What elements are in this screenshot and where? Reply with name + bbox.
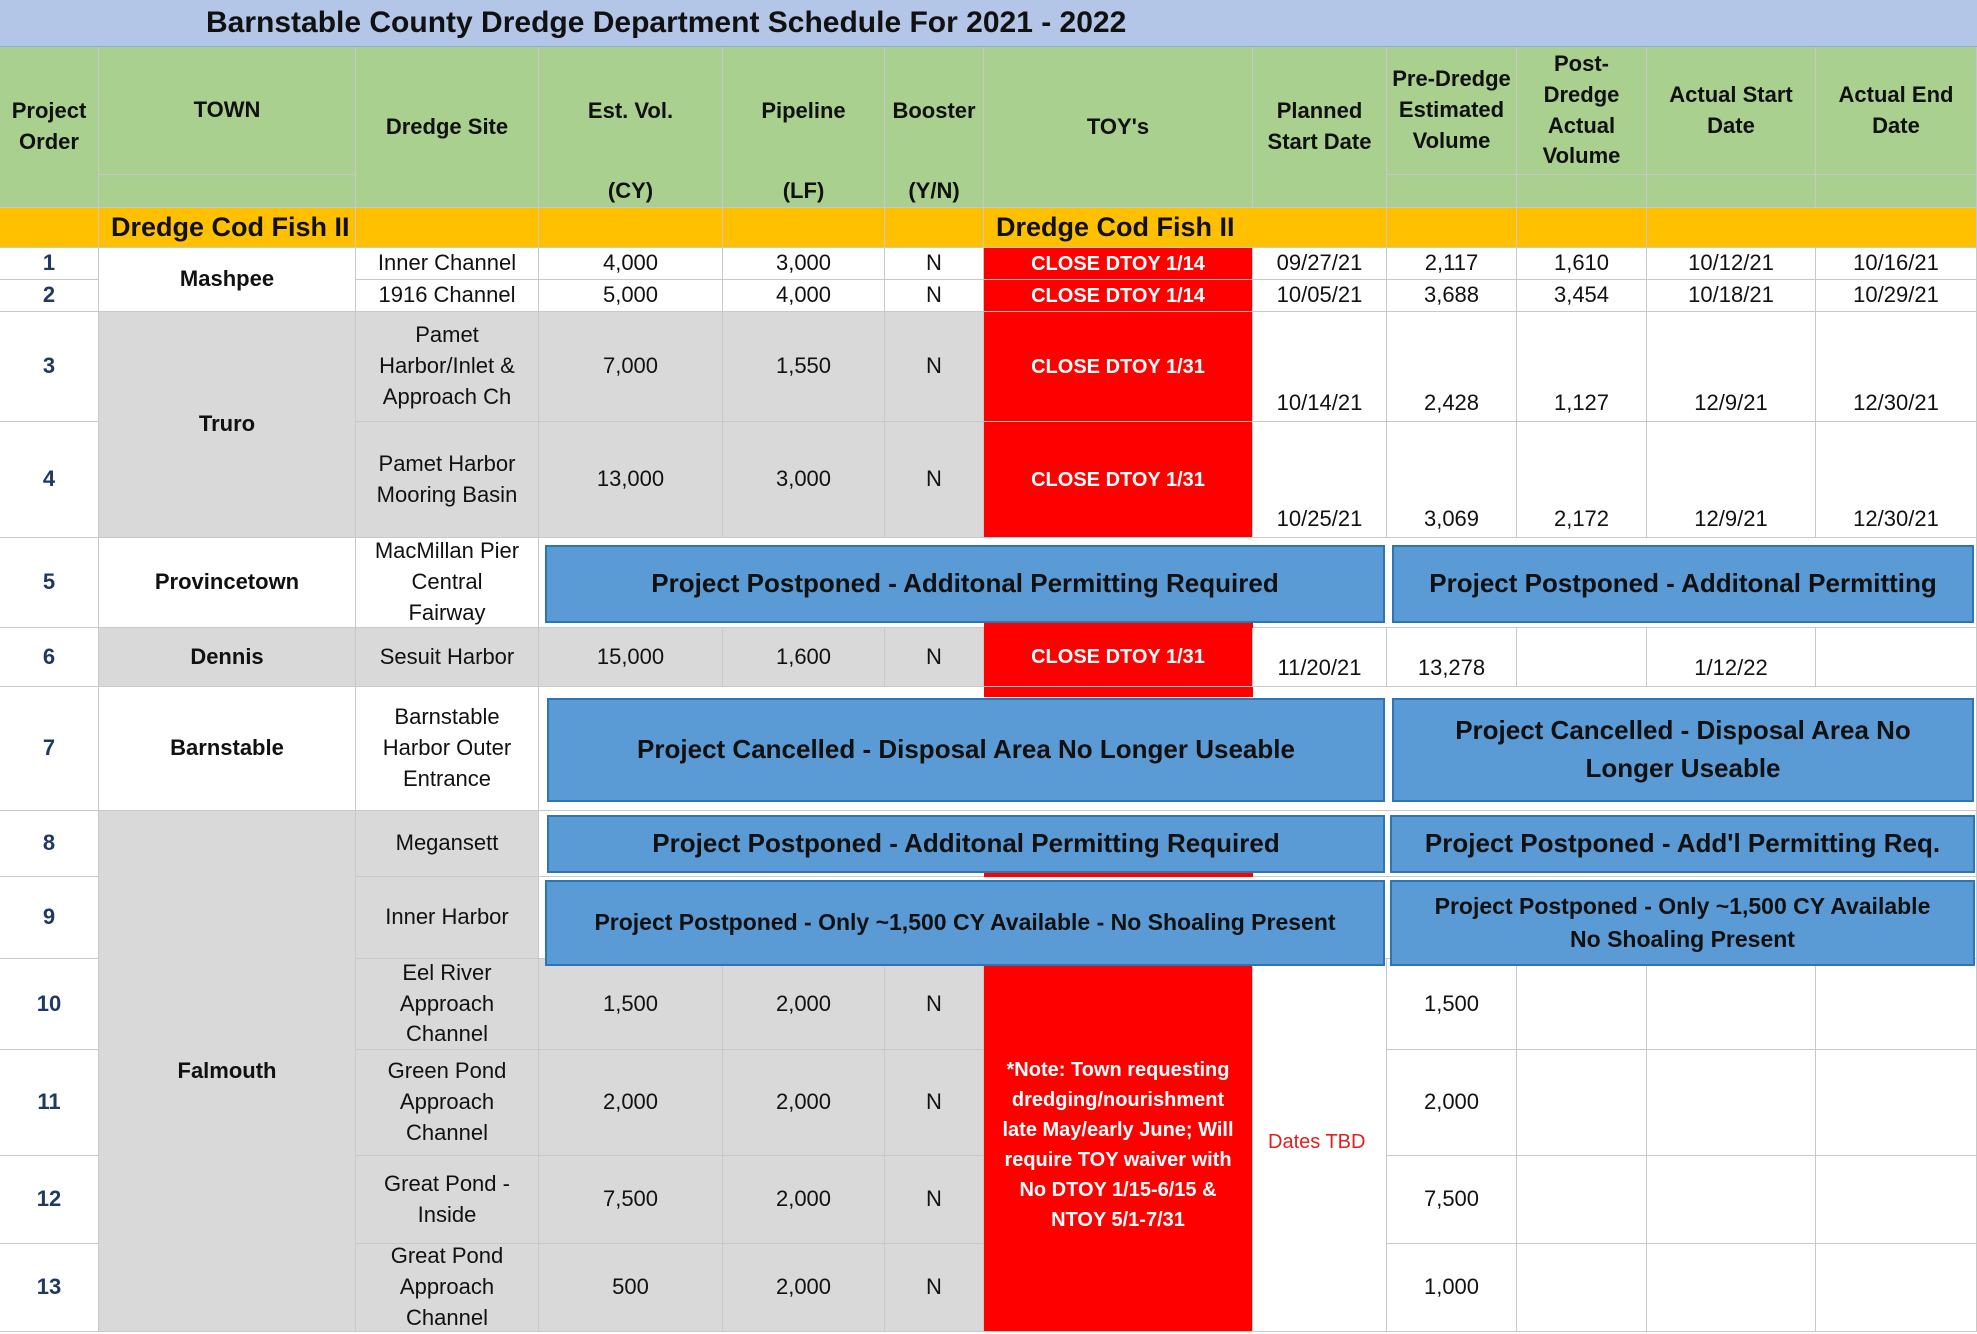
boost-3 — [885, 312, 984, 422]
start-2 — [1647, 280, 1816, 312]
site-2 — [356, 280, 539, 312]
vol-6-value: 15,000 — [596, 643, 665, 669]
pipe-10-value: 2,000 — [775, 990, 832, 1016]
end-1-value: 10/16/21 — [1853, 250, 1939, 276]
vol-1-value: 4,000 — [602, 250, 659, 276]
boost-2-value: N — [926, 282, 942, 308]
boost-12 — [885, 1156, 984, 1244]
site-7 — [356, 687, 539, 811]
site-10-value: Eel River Approach Channel — [399, 959, 495, 1047]
vol-4-value: 13,000 — [596, 466, 665, 492]
town-provincetown-label: Provincetown — [154, 569, 300, 595]
site-9 — [356, 877, 539, 959]
order-2-value: 2 — [42, 282, 56, 308]
header-booster-label: Booster — [892, 97, 976, 123]
start-6 — [1647, 628, 1816, 687]
planned-3 — [1253, 312, 1387, 422]
header-pipeline-unit-label: (LF) — [782, 177, 825, 203]
order-3 — [0, 312, 99, 422]
site-5 — [356, 538, 539, 628]
header-booster-unit-label: (Y/N) — [908, 177, 960, 203]
toy-4-value: CLOSE DTOY 1/31 — [1031, 468, 1205, 491]
end-2-value: 10/29/21 — [1853, 282, 1939, 308]
boost-1 — [885, 248, 984, 280]
order-1-value: 1 — [42, 250, 56, 276]
banner-row5-left-text: Project Postponed - Additonal Permitting Required — [651, 568, 1279, 599]
vol-10 — [539, 959, 723, 1050]
site-10 — [356, 959, 539, 1050]
end-1 — [1816, 248, 1977, 280]
site-2-value: 1916 Channel — [378, 282, 516, 308]
dredge-row-blank — [0, 208, 99, 248]
pre-12-value: 7,500 — [1423, 1186, 1480, 1212]
banner-row8-left-text: Project Postponed - Additonal Permitting Required — [652, 828, 1280, 859]
vol-1 — [539, 248, 723, 280]
site-13 — [356, 1244, 539, 1332]
end-2 — [1816, 280, 1977, 312]
vol-13-value: 500 — [612, 1274, 649, 1300]
header-pre-dredge-sub — [1387, 175, 1517, 208]
order-9 — [0, 877, 99, 959]
boost-10 — [885, 959, 984, 1050]
site-11 — [356, 1050, 539, 1156]
banner-row9-left-text: Project Postponed - Only ~1,500 CY Available - No Shoaling Present — [594, 909, 1336, 936]
order-6 — [0, 628, 99, 687]
post-4 — [1517, 422, 1647, 538]
header-est-vol-unit-label: (CY) — [607, 177, 654, 203]
header-actual-start — [1647, 47, 1816, 175]
dredge-label-2 — [984, 208, 1387, 248]
banner-row5-right — [1392, 545, 1974, 623]
site-1 — [356, 248, 539, 280]
site-12-value: Great Pond - Inside — [384, 1170, 510, 1227]
end-6 — [1816, 628, 1977, 687]
dredge-row-cell — [356, 208, 539, 248]
boost-11 — [885, 1050, 984, 1156]
header-post-dredge — [1517, 47, 1647, 175]
banner-row9-right-line1: Project Postponed - Only ~1,500 CY Available — [1434, 892, 1931, 919]
header-actual-end — [1816, 47, 1977, 175]
banner-row8-right-text: Project Postponed - Add'l Permitting Req. — [1424, 828, 1941, 859]
boost-6 — [885, 628, 984, 687]
order-3-value: 3 — [42, 353, 56, 379]
pipe-13 — [723, 1244, 885, 1332]
boost-4 — [885, 422, 984, 538]
order-8 — [0, 811, 99, 877]
boost-13 — [885, 1244, 984, 1332]
dredge-row-cell — [885, 208, 984, 248]
start-3-value: 12/9/21 — [1694, 390, 1768, 416]
order-10 — [0, 959, 99, 1050]
town-dennis — [99, 628, 356, 687]
pipe-12-value: 2,000 — [775, 1186, 832, 1212]
end-4 — [1816, 422, 1977, 538]
toy-2 — [984, 280, 1253, 312]
start-6-value: 1/12/22 — [1694, 655, 1768, 681]
post-1-value: 1,610 — [1553, 250, 1610, 276]
order-7 — [0, 687, 99, 811]
town-mashpee-label: Mashpee — [179, 266, 275, 292]
order-9-value: 9 — [42, 904, 56, 930]
pipe-1-value: 3,000 — [775, 250, 832, 276]
toy-1 — [984, 248, 1253, 280]
post-13 — [1517, 1244, 1647, 1332]
pre-1 — [1387, 248, 1517, 280]
start-2-value: 10/18/21 — [1688, 282, 1774, 308]
post-3-value: 1,127 — [1553, 390, 1610, 416]
post-10 — [1517, 959, 1647, 1050]
site-8-value: Megansett — [395, 830, 499, 856]
vol-3-value: 7,000 — [602, 353, 659, 379]
order-5 — [0, 538, 99, 628]
planned-6-value: 11/20/21 — [1277, 655, 1362, 681]
toy-2-value: CLOSE DTOY 1/14 — [1031, 284, 1205, 307]
header-town-sub — [99, 175, 356, 208]
banner-row9-right — [1390, 880, 1975, 966]
town-dennis-label: Dennis — [190, 643, 264, 669]
pre-1-value: 2,117 — [1424, 250, 1479, 276]
pipe-4 — [723, 422, 885, 538]
header-post-dredge-sub — [1517, 175, 1647, 208]
banner-row7-left-text: Project Cancelled - Disposal Area No Longer Useable — [637, 734, 1295, 765]
town-truro-label: Truro — [198, 411, 256, 437]
toy-red-strip — [984, 687, 1253, 697]
pipe-3 — [723, 312, 885, 422]
order-4-value: 4 — [42, 466, 56, 492]
toy-6-value: CLOSE DTOY 1/31 — [1031, 646, 1205, 668]
post-1 — [1517, 248, 1647, 280]
site-3-value: Pamet Harbor/Inlet & Approach Ch — [379, 322, 515, 409]
planned-2 — [1253, 280, 1387, 312]
pre-6 — [1387, 628, 1517, 687]
planned-1-value: 09/27/21 — [1276, 250, 1363, 276]
header-dredge-site-label: Dredge Site — [385, 113, 509, 139]
site-4-value: Pamet Harbor Mooring Basin — [376, 450, 518, 507]
header-planned-start-label: Planned Start Date — [1267, 98, 1372, 154]
toy-1-value: CLOSE DTOY 1/14 — [1031, 252, 1205, 275]
banner-row7-right — [1392, 698, 1974, 802]
site-7-value: Barnstable Harbor Outer Entrance — [382, 704, 512, 791]
end-13 — [1816, 1244, 1977, 1332]
start-3 — [1647, 312, 1816, 422]
header-project-order-label: Project Order — [11, 98, 87, 154]
pre-4 — [1387, 422, 1517, 538]
planned-1 — [1253, 248, 1387, 280]
pre-11 — [1387, 1050, 1517, 1156]
post-12 — [1517, 1156, 1647, 1244]
header-toys — [984, 47, 1253, 208]
pre-13 — [1387, 1244, 1517, 1332]
banner-row7-right-text: Project Cancelled - Disposal Area No Longer Useable — [1455, 715, 1911, 783]
boost-3-value: N — [926, 353, 942, 379]
planned-4 — [1253, 422, 1387, 538]
banner-row5-left — [545, 545, 1385, 623]
site-9-value: Inner Harbor — [385, 904, 509, 930]
site-6-value: Sesuit Harbor — [379, 643, 515, 669]
start-12 — [1647, 1156, 1816, 1244]
pipe-10 — [723, 959, 885, 1050]
site-6 — [356, 628, 539, 687]
town-falmouth — [99, 811, 356, 1332]
planned-6 — [1253, 628, 1387, 687]
vol-6 — [539, 628, 723, 687]
header-toys-label: TOY's — [1086, 113, 1150, 139]
header-town-label: TOWN — [193, 97, 261, 123]
dredge-row-cell — [1517, 208, 1647, 248]
boost-1-value: N — [926, 250, 942, 276]
town-barnstable-label: Barnstable — [170, 735, 284, 761]
pre-2 — [1387, 280, 1517, 312]
falmouth-toy-note-text: *Note: Town requesting dredging/nourishment late May/early June; Will require TOY waiver with No DTOY 1/15-6/15 & NTOY 5/1-7/31 — [1002, 1059, 1234, 1231]
banner-row8-right — [1390, 815, 1975, 873]
pre-3-value: 2,428 — [1423, 390, 1480, 416]
banner-row5-right-text: Project Postponed - Additonal Permitting — [1429, 568, 1937, 599]
boost-2 — [885, 280, 984, 312]
order-10-value: 10 — [36, 990, 62, 1016]
site-13-value: Great Pond Approach Channel — [390, 1243, 504, 1330]
end-4-value: 12/30/21 — [1853, 506, 1939, 532]
post-6 — [1517, 628, 1647, 687]
start-13 — [1647, 1244, 1816, 1332]
header-post-dredge-label: Post-Dredge Actual Volume — [1542, 50, 1621, 169]
toy-4 — [984, 422, 1253, 538]
banner-row8-left — [547, 815, 1385, 873]
site-8 — [356, 811, 539, 877]
pipe-3-value: 1,550 — [775, 353, 832, 379]
dredge-label-2-text: Dredge Cod Fish II — [996, 211, 1235, 242]
order-2 — [0, 280, 99, 312]
order-12 — [0, 1156, 99, 1244]
vol-2 — [539, 280, 723, 312]
dredge-label-text: Dredge Cod Fish II — [111, 211, 350, 242]
pre-11-value: 2,000 — [1423, 1089, 1480, 1115]
header-project-order — [0, 47, 99, 208]
header-booster-unit — [885, 175, 984, 208]
header-dredge-site — [356, 47, 539, 208]
pipe-11-value: 2,000 — [775, 1089, 832, 1115]
boost-4-value: N — [926, 466, 942, 492]
boost-11-value: N — [926, 1089, 942, 1115]
order-13 — [0, 1244, 99, 1332]
town-barnstable — [99, 687, 356, 811]
pre-10-value: 1,500 — [1423, 990, 1480, 1016]
header-pre-dredge-label: Pre-Dredge Estimated Volume — [1392, 66, 1511, 153]
header-est-vol — [539, 47, 723, 175]
order-11 — [0, 1050, 99, 1156]
toy-3 — [984, 312, 1253, 422]
pre-3 — [1387, 312, 1517, 422]
vol-11 — [539, 1050, 723, 1156]
pipe-12 — [723, 1156, 885, 1244]
end-10 — [1816, 959, 1977, 1050]
header-actual-end-label: Actual End Date — [1838, 81, 1954, 138]
start-4 — [1647, 422, 1816, 538]
dredge-row-cell — [1387, 208, 1517, 248]
header-est-vol-unit — [539, 175, 723, 208]
boost-13-value: N — [926, 1274, 942, 1300]
order-11-value: 11 — [37, 1089, 61, 1115]
order-5-value: 5 — [42, 569, 56, 595]
post-11 — [1517, 1050, 1647, 1156]
dates-tbd: Dates TBD — [1268, 1131, 1366, 1153]
end-11 — [1816, 1050, 1977, 1156]
start-1 — [1647, 248, 1816, 280]
dredge-label — [99, 208, 356, 248]
toy-6 — [984, 628, 1253, 687]
planned-2-value: 10/05/21 — [1276, 282, 1363, 308]
post-2 — [1517, 280, 1647, 312]
dredge-row-cell — [1647, 208, 1977, 248]
planned-4-value: 10/25/21 — [1276, 506, 1363, 532]
toy-3-value: CLOSE DTOY 1/31 — [1031, 355, 1205, 378]
pre-13-value: 1,000 — [1423, 1274, 1480, 1300]
pipe-13-value: 2,000 — [775, 1274, 832, 1300]
site-12 — [356, 1156, 539, 1244]
start-10 — [1647, 959, 1816, 1050]
falmouth-toy-note — [984, 959, 1253, 1332]
order-4 — [0, 422, 99, 538]
header-pipeline-unit — [723, 175, 885, 208]
banner-row9-left — [545, 880, 1385, 966]
pipe-6-value: 1,600 — [775, 643, 832, 669]
header-pre-dredge — [1387, 47, 1517, 175]
page-title: Barnstable County Dredge Department Schedule For 2021 - 2022 — [0, 0, 1977, 47]
header-pipeline-label: Pipeline — [761, 97, 846, 123]
pipe-2 — [723, 280, 885, 312]
pre-12 — [1387, 1156, 1517, 1244]
vol-4 — [539, 422, 723, 538]
pipe-11 — [723, 1050, 885, 1156]
end-3-value: 12/30/21 — [1853, 390, 1939, 416]
planned-3-value: 10/14/21 — [1276, 390, 1363, 416]
vol-12 — [539, 1156, 723, 1244]
start-1-value: 10/12/21 — [1688, 250, 1774, 276]
pipe-4-value: 3,000 — [775, 466, 832, 492]
pipe-2-value: 4,000 — [775, 282, 832, 308]
town-truro — [99, 312, 356, 538]
boost-12-value: N — [926, 1186, 942, 1212]
site-11-value: Green Pond Approach Channel — [387, 1058, 507, 1145]
start-11 — [1647, 1050, 1816, 1156]
boost-10-value: N — [926, 990, 942, 1016]
site-3 — [356, 312, 539, 422]
header-pipeline — [723, 47, 885, 175]
pre-2-value: 3,688 — [1423, 282, 1480, 308]
end-3 — [1816, 312, 1977, 422]
pre-6-value: 13,278 — [1417, 655, 1486, 681]
header-actual-end-sub — [1816, 175, 1977, 208]
pipe-6 — [723, 628, 885, 687]
vol-11-value: 2,000 — [602, 1089, 659, 1115]
pipe-1 — [723, 248, 885, 280]
vol-12-value: 7,500 — [602, 1186, 659, 1212]
order-12-value: 12 — [36, 1186, 62, 1212]
banner-row7-left — [547, 698, 1385, 802]
town-provincetown — [99, 538, 356, 628]
dredge-row-cell — [723, 208, 885, 248]
post-3 — [1517, 312, 1647, 422]
vol-2-value: 5,000 — [602, 282, 659, 308]
post-2-value: 3,454 — [1553, 282, 1610, 308]
site-5-value: MacMillan Pier Central Fairway — [374, 538, 520, 625]
town-mashpee — [99, 248, 356, 312]
order-13-value: 13 — [36, 1274, 62, 1300]
order-8-value: 8 — [42, 830, 56, 856]
dredge-row-cell — [539, 208, 723, 248]
pre-4-value: 3,069 — [1423, 506, 1480, 532]
end-12 — [1816, 1156, 1977, 1244]
vol-13 — [539, 1244, 723, 1332]
site-1-value: Inner Channel — [377, 250, 517, 276]
boost-6-value: N — [926, 643, 942, 669]
order-7-value: 7 — [42, 735, 56, 761]
site-4 — [356, 422, 539, 538]
vol-3 — [539, 312, 723, 422]
header-town — [99, 47, 356, 175]
header-est-vol-label: Est. Vol. — [587, 97, 674, 123]
post-4-value: 2,172 — [1553, 506, 1610, 532]
start-4-value: 12/9/21 — [1694, 506, 1768, 532]
banner-row9-right-line2: No Shoaling Present — [1570, 926, 1795, 952]
header-actual-start-sub — [1647, 175, 1816, 208]
header-booster — [885, 47, 984, 175]
pre-10 — [1387, 959, 1517, 1050]
header-actual-start-label: Actual Start Date — [1669, 81, 1793, 138]
header-planned-start — [1253, 47, 1387, 208]
order-1 — [0, 248, 99, 280]
town-falmouth-label: Falmouth — [177, 1057, 277, 1083]
order-6-value: 6 — [42, 643, 56, 669]
vol-10-value: 1,500 — [602, 990, 659, 1016]
